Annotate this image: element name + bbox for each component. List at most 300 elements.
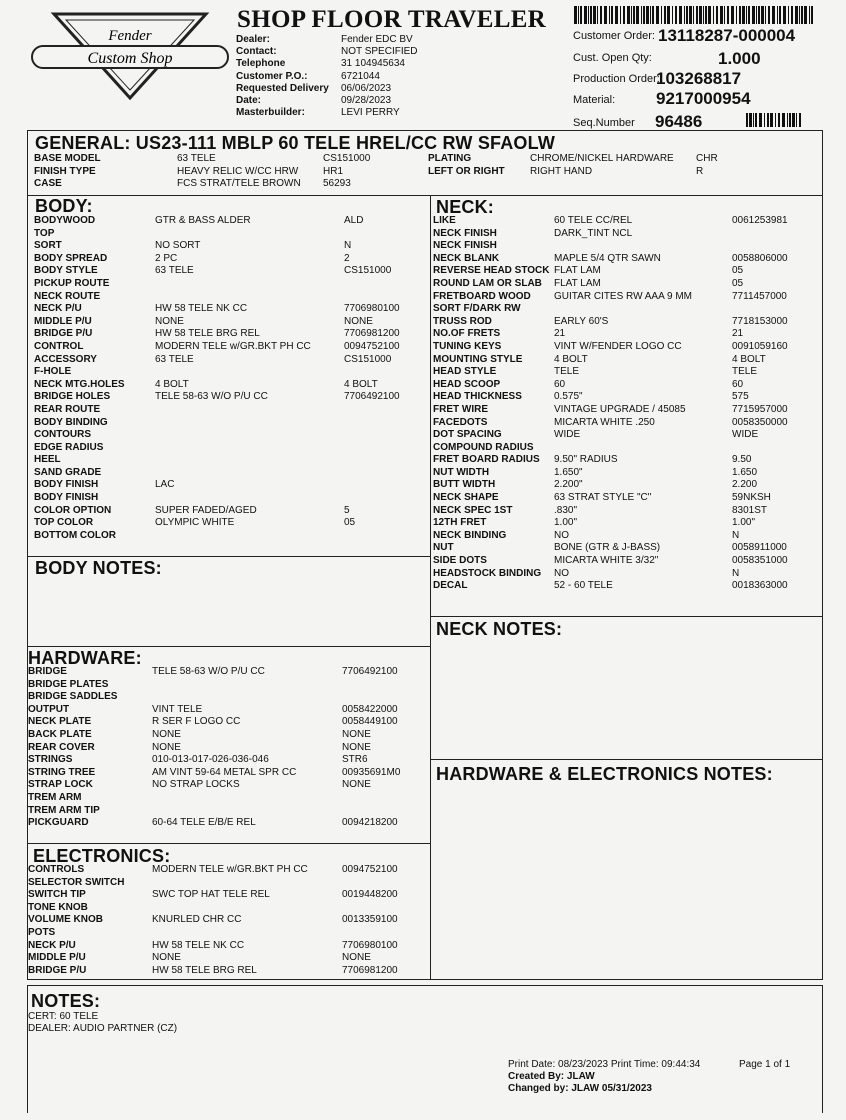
field-label: REVERSE HEAD STOCK bbox=[433, 265, 550, 277]
field-value: CHROME/NICKEL HARDWARE bbox=[530, 153, 674, 164]
notes-title: NOTES: bbox=[31, 991, 101, 1011]
header-values bbox=[341, 34, 418, 119]
field-label: BASE MODEL bbox=[34, 153, 101, 164]
open-qty-label: Cust. Open Qty: bbox=[573, 52, 652, 64]
field-value: 63 STRAT STYLE "C" bbox=[554, 492, 652, 504]
field-row bbox=[34, 240, 429, 253]
seq-value: 96486 bbox=[655, 112, 703, 131]
field-code: 0019448200 bbox=[342, 889, 398, 901]
field-value: FLAT LAM bbox=[554, 277, 601, 289]
field-label: SORT F/DARK RW bbox=[433, 303, 521, 315]
field-value: FCS STRAT/TELE BROWN bbox=[177, 178, 301, 190]
field-label: MIDDLE P/U bbox=[28, 952, 86, 964]
field-label: BRIDGE P/U bbox=[28, 964, 87, 976]
field-code: 7706981200 bbox=[344, 328, 400, 340]
field-code: HR1 bbox=[323, 165, 344, 177]
field-row bbox=[433, 429, 821, 442]
field-row bbox=[433, 253, 821, 266]
field-value: 63 TELE bbox=[155, 353, 194, 365]
field-label: STRAP LOCK bbox=[28, 779, 93, 791]
field-row bbox=[433, 417, 821, 430]
field-value: MODERN TELE w/GR.BKT PH CC bbox=[155, 340, 311, 352]
field-label: TOP COLOR bbox=[34, 517, 94, 529]
field-label: TREM ARM TIP bbox=[28, 804, 100, 816]
field-value: MAPLE 5/4 QTR SAWN bbox=[554, 252, 661, 264]
logo-text-top: Fender bbox=[108, 28, 152, 44]
field-label: TONE KNOB bbox=[28, 901, 88, 913]
field-value: 2.200" bbox=[554, 479, 583, 491]
production-order-value: 103268817 bbox=[656, 69, 742, 88]
field-label: NECK MTG.HOLES bbox=[34, 378, 125, 390]
field-row bbox=[34, 265, 429, 278]
field-label: 12TH FRET bbox=[433, 517, 487, 529]
field-code: 59NKSH bbox=[732, 492, 771, 504]
field-row bbox=[34, 215, 429, 228]
field-label: SWITCH TIP bbox=[28, 889, 86, 901]
field-value: MICARTA WHITE .250 bbox=[554, 416, 655, 428]
field-label: LEFT OR RIGHT bbox=[428, 165, 505, 177]
field-row bbox=[34, 316, 429, 329]
field-row bbox=[28, 914, 428, 927]
field-row bbox=[433, 379, 821, 392]
field-code: 0094752100 bbox=[342, 864, 398, 875]
header-labels bbox=[236, 34, 329, 119]
field-code: NONE bbox=[342, 741, 371, 753]
field-code: NONE bbox=[342, 779, 371, 791]
field-label: DECAL bbox=[433, 580, 468, 592]
field-label: NECK BINDING bbox=[433, 529, 507, 541]
open-qty-value: 1.000 bbox=[718, 49, 761, 68]
general-title: GENERAL: US23-111 MBLP 60 TELE HREL/CC RW SFAOLW bbox=[35, 133, 556, 153]
field-row bbox=[28, 767, 428, 780]
field-value: NONE bbox=[152, 728, 181, 740]
field-label: NUT bbox=[433, 542, 454, 554]
field-label: CONTROLS bbox=[28, 864, 85, 875]
field-label: FINISH TYPE bbox=[34, 165, 96, 177]
field-code: 7706980100 bbox=[344, 303, 400, 315]
field-code: STR6 bbox=[342, 754, 368, 766]
field-label: TREM ARM bbox=[28, 791, 82, 803]
field-row bbox=[428, 166, 818, 179]
field-row bbox=[433, 467, 821, 480]
field-row bbox=[34, 467, 429, 480]
field-code: CS151000 bbox=[323, 153, 371, 164]
field-label: BACK PLATE bbox=[28, 728, 92, 740]
body-title: BODY: bbox=[35, 196, 93, 216]
header-field-value: Fender EDC BV bbox=[341, 34, 413, 45]
field-code: 05 bbox=[344, 517, 356, 529]
field-row bbox=[28, 927, 428, 940]
field-label: NECK SPEC 1ST bbox=[433, 504, 513, 516]
field-code: NONE bbox=[342, 952, 371, 964]
field-row bbox=[34, 417, 429, 430]
field-code: 1.650 bbox=[732, 466, 758, 478]
field-label: BODY FINISH bbox=[34, 479, 99, 491]
field-value: KNURLED CHR CC bbox=[152, 914, 242, 926]
field-code: 0061253981 bbox=[732, 215, 788, 226]
field-code: 1.00" bbox=[732, 517, 756, 529]
field-value: MODERN TELE w/GR.BKT PH CC bbox=[152, 864, 308, 875]
body-rows bbox=[34, 215, 429, 542]
field-row bbox=[34, 404, 429, 417]
page-title: SHOP FLOOR TRAVELER bbox=[237, 6, 547, 33]
field-label: NECK PLATE bbox=[28, 716, 92, 728]
field-label: ROUND LAM OR SLAB bbox=[433, 277, 542, 289]
field-code: 4 BOLT bbox=[732, 353, 766, 365]
field-row bbox=[34, 379, 429, 392]
field-code: N bbox=[732, 567, 740, 579]
field-label: VOLUME KNOB bbox=[28, 914, 103, 926]
field-label: CONTROL bbox=[34, 340, 84, 352]
field-label: SELECTOR SWITCH bbox=[28, 876, 125, 888]
field-value: 2 PC bbox=[155, 252, 178, 264]
field-label: TRUSS ROD bbox=[433, 315, 492, 327]
field-label: NECK ROUTE bbox=[34, 290, 101, 302]
field-row bbox=[34, 429, 429, 442]
footer bbox=[508, 1059, 700, 1095]
electronics-rows bbox=[28, 864, 428, 977]
field-value: NONE bbox=[152, 952, 181, 964]
field-label: HEAD THICKNESS bbox=[433, 391, 522, 403]
field-row bbox=[428, 153, 818, 166]
field-code: 8301ST bbox=[732, 504, 768, 516]
field-row bbox=[433, 530, 821, 543]
electronics-title: ELECTRONICS: bbox=[33, 846, 171, 866]
hardware-title: HARDWARE: bbox=[28, 648, 142, 668]
field-code: CS151000 bbox=[344, 353, 392, 365]
hardware-rows bbox=[28, 666, 428, 830]
field-label: SORT bbox=[34, 240, 62, 252]
field-row bbox=[34, 166, 424, 179]
logo-text-bottom: Custom Shop bbox=[87, 50, 173, 67]
field-row bbox=[433, 354, 821, 367]
field-code: 7715957000 bbox=[732, 403, 788, 415]
field-value: TELE 58-63 W/O P/U CC bbox=[152, 666, 265, 677]
header-field-value: 31 104945634 bbox=[341, 58, 405, 70]
field-value: 1.650" bbox=[554, 466, 583, 478]
field-label: BRIDGE bbox=[28, 666, 67, 677]
field-value: VINT W/FENDER LOGO CC bbox=[554, 340, 682, 352]
field-row bbox=[34, 442, 429, 455]
field-code: 0013359100 bbox=[342, 914, 398, 926]
field-row bbox=[28, 754, 428, 767]
field-code: 0058806000 bbox=[732, 252, 788, 264]
field-value: 010-013-017-026-036-046 bbox=[152, 754, 269, 766]
field-row bbox=[34, 291, 429, 304]
field-label: SIDE DOTS bbox=[433, 555, 487, 567]
field-value: BONE (GTR & J-BASS) bbox=[554, 542, 661, 554]
field-label: HEAD STYLE bbox=[433, 366, 497, 378]
hw-notes-title: HARDWARE & ELECTRONICS NOTES: bbox=[436, 764, 773, 784]
divider-hw-notes bbox=[430, 759, 823, 760]
header-field-value: 09/28/2023 bbox=[341, 95, 392, 107]
field-label: F-HOLE bbox=[34, 366, 72, 378]
field-label: CASE bbox=[34, 178, 62, 190]
field-row bbox=[28, 817, 428, 830]
field-code: 56293 bbox=[323, 178, 351, 190]
field-code: 0058351000 bbox=[732, 555, 788, 567]
field-row bbox=[433, 555, 821, 568]
header-field-label: Customer P.O.: bbox=[236, 70, 308, 82]
field-label: TOP bbox=[34, 227, 55, 239]
notes-body bbox=[28, 1011, 177, 1035]
field-label: BUTT WIDTH bbox=[433, 479, 496, 491]
field-value: LAC bbox=[155, 479, 175, 491]
field-code: N bbox=[344, 240, 352, 252]
field-row bbox=[34, 303, 429, 316]
field-label: BRIDGE HOLES bbox=[34, 391, 111, 403]
field-row bbox=[28, 902, 428, 915]
neck-rows bbox=[433, 215, 821, 593]
field-row bbox=[433, 492, 821, 505]
field-label: PICKGUARD bbox=[28, 817, 89, 829]
field-row bbox=[34, 228, 429, 241]
divider-body-notes bbox=[27, 556, 431, 557]
field-value: HW 58 TELE BRG REL bbox=[155, 328, 260, 340]
field-code: N bbox=[732, 529, 740, 541]
neck-notes-title: NECK NOTES: bbox=[436, 619, 563, 639]
field-row bbox=[433, 328, 821, 341]
field-label: BODY BINDING bbox=[34, 416, 108, 428]
field-value: AM VINT 59-64 METAL SPR CC bbox=[152, 766, 297, 778]
field-value: MICARTA WHITE 3/32" bbox=[554, 555, 659, 567]
field-row bbox=[28, 889, 428, 902]
field-row bbox=[433, 404, 821, 417]
field-code: NONE bbox=[342, 728, 371, 740]
field-label: LIKE bbox=[433, 215, 456, 226]
field-label: COLOR OPTION bbox=[34, 504, 112, 516]
field-code: 7711457000 bbox=[732, 290, 787, 302]
field-code: 0058350000 bbox=[732, 416, 788, 428]
field-label: BOTTOM COLOR bbox=[34, 529, 117, 541]
field-code: 5 bbox=[344, 504, 350, 516]
field-label: HEEL bbox=[34, 454, 61, 466]
field-value: NO bbox=[554, 567, 569, 579]
field-value: NONE bbox=[152, 741, 181, 753]
field-row bbox=[28, 940, 428, 953]
field-row bbox=[433, 228, 821, 241]
field-row bbox=[433, 580, 821, 593]
field-label: FACEDOTS bbox=[433, 416, 488, 428]
field-code: 7706981200 bbox=[342, 964, 398, 976]
field-label: STRING TREE bbox=[28, 766, 96, 778]
customer-order-barcode bbox=[574, 6, 814, 24]
field-row bbox=[34, 454, 429, 467]
field-label: STRINGS bbox=[28, 754, 73, 766]
field-value: RIGHT HAND bbox=[530, 165, 593, 177]
divider-vertical bbox=[430, 195, 431, 980]
field-value: HW 58 TELE NK CC bbox=[152, 939, 245, 951]
seq-label: Seq.Number bbox=[573, 117, 635, 129]
field-value: 63 TELE bbox=[177, 153, 216, 164]
field-label: PLATING bbox=[428, 153, 472, 164]
field-row bbox=[28, 729, 428, 742]
field-row bbox=[34, 517, 429, 530]
field-row bbox=[34, 253, 429, 266]
field-row bbox=[433, 366, 821, 379]
general-left bbox=[34, 153, 424, 191]
field-value: R SER F LOGO CC bbox=[152, 716, 241, 728]
field-code: CHR bbox=[696, 153, 718, 164]
field-code: 05 bbox=[732, 265, 744, 277]
field-row bbox=[34, 354, 429, 367]
field-label: DOT SPACING bbox=[433, 429, 502, 441]
field-label: FRET BOARD RADIUS bbox=[433, 454, 540, 466]
field-label: FRETBOARD WOOD bbox=[433, 290, 531, 302]
field-code: 05 bbox=[732, 277, 744, 289]
field-value: OLYMPIC WHITE bbox=[155, 517, 235, 529]
field-label: NECK BLANK bbox=[433, 252, 500, 264]
field-row bbox=[433, 316, 821, 329]
field-row bbox=[34, 492, 429, 505]
field-value: WIDE bbox=[554, 429, 581, 441]
field-value: 1.00" bbox=[554, 517, 578, 529]
field-label: BODY FINISH bbox=[34, 492, 99, 504]
field-code: 9.50 bbox=[732, 454, 752, 466]
field-code: 0094218200 bbox=[342, 817, 398, 829]
neck-title: NECK: bbox=[436, 197, 494, 217]
field-label: REAR ROUTE bbox=[34, 403, 101, 415]
field-label: NECK SHAPE bbox=[433, 492, 499, 504]
field-value: SUPER FADED/AGED bbox=[155, 504, 257, 516]
field-row bbox=[433, 291, 821, 304]
field-code: WIDE bbox=[732, 429, 759, 441]
field-code: R bbox=[696, 165, 704, 177]
field-label: HEADSTOCK BINDING bbox=[433, 567, 542, 579]
field-row bbox=[34, 153, 424, 166]
field-row bbox=[28, 666, 428, 679]
field-row bbox=[433, 479, 821, 492]
material-value: 9217000954 bbox=[656, 89, 751, 108]
field-row bbox=[433, 265, 821, 278]
seq-barcode bbox=[746, 113, 804, 127]
field-label: NECK P/U bbox=[28, 939, 76, 951]
page-number: Page 1 of 1 bbox=[739, 1059, 791, 1070]
field-code: CS151000 bbox=[344, 265, 392, 277]
field-code: 7706492100 bbox=[344, 391, 400, 403]
field-code: 0094752100 bbox=[344, 340, 400, 352]
field-row bbox=[34, 178, 424, 191]
divider-hardware bbox=[27, 646, 431, 647]
field-row bbox=[34, 530, 429, 543]
field-row bbox=[28, 805, 428, 818]
field-label: POTS bbox=[28, 926, 56, 938]
header-field-value: 6721044 bbox=[341, 70, 380, 82]
field-row bbox=[433, 391, 821, 404]
field-code: 575 bbox=[732, 391, 749, 403]
field-row bbox=[433, 454, 821, 467]
field-row bbox=[433, 505, 821, 518]
field-row bbox=[433, 517, 821, 530]
field-row bbox=[34, 328, 429, 341]
field-code: 4 BOLT bbox=[344, 378, 378, 390]
field-label: HEAD SCOOP bbox=[433, 378, 501, 390]
field-row bbox=[28, 779, 428, 792]
field-value: GTR & BASS ALDER bbox=[155, 215, 251, 226]
field-row bbox=[433, 341, 821, 354]
field-label: NECK P/U bbox=[34, 303, 82, 315]
field-label: BODY STYLE bbox=[34, 265, 98, 277]
field-value: HW 58 TELE NK CC bbox=[155, 303, 248, 315]
field-value: EARLY 60'S bbox=[554, 315, 609, 327]
field-value: FLAT LAM bbox=[554, 265, 601, 277]
field-row bbox=[34, 341, 429, 354]
field-value: NO SORT bbox=[155, 240, 201, 252]
field-value: VINTAGE UPGRADE / 45085 bbox=[554, 403, 686, 415]
field-value: 63 TELE bbox=[155, 265, 194, 277]
notes-frame bbox=[27, 985, 823, 1113]
field-value: DARK_TINT NCL bbox=[554, 227, 633, 239]
field-code: 7706980100 bbox=[342, 939, 398, 951]
field-value: 60 bbox=[554, 378, 566, 390]
field-code: 7718153000 bbox=[732, 315, 788, 327]
divider-neck-notes bbox=[430, 616, 823, 617]
field-value: TELE bbox=[554, 366, 580, 378]
field-row bbox=[28, 965, 428, 978]
field-row bbox=[433, 278, 821, 291]
field-value: HW 58 TELE BRG REL bbox=[152, 964, 257, 976]
header-field-value: 06/06/2023 bbox=[341, 82, 392, 94]
field-code: NONE bbox=[344, 315, 373, 327]
customer-order-label: Customer Order: bbox=[573, 30, 655, 42]
field-code: ALD bbox=[344, 215, 364, 226]
field-row bbox=[28, 742, 428, 755]
field-label: BODYWOOD bbox=[34, 215, 96, 226]
field-label: BODY SPREAD bbox=[34, 252, 108, 264]
field-value: 60-64 TELE E/B/E REL bbox=[152, 817, 256, 829]
field-code: 0058422000 bbox=[342, 703, 398, 715]
field-row bbox=[28, 704, 428, 717]
field-row bbox=[28, 679, 428, 692]
field-label: NECK FINISH bbox=[433, 240, 497, 252]
field-value: TELE 58-63 W/O P/U CC bbox=[155, 391, 268, 403]
field-label: PICKUP ROUTE bbox=[34, 277, 110, 289]
field-row bbox=[433, 240, 821, 253]
field-label: MIDDLE P/U bbox=[34, 315, 92, 327]
header-field-label: Telephone bbox=[236, 58, 286, 70]
field-label: BRIDGE SADDLES bbox=[28, 691, 118, 703]
print-date: Print Date: 08/23/2023 Print Time: 09:44:34 bbox=[508, 1059, 701, 1070]
created-by: Created By: JLAW bbox=[508, 1071, 595, 1082]
field-row bbox=[34, 479, 429, 492]
header-field-label: Masterbuilder: bbox=[236, 107, 305, 119]
field-row bbox=[433, 303, 821, 316]
field-label: TUNING KEYS bbox=[433, 340, 502, 352]
field-code: 60 bbox=[732, 378, 744, 390]
field-row bbox=[28, 792, 428, 805]
field-row bbox=[28, 716, 428, 729]
divider-electronics bbox=[27, 843, 431, 844]
field-label: MOUNTING STYLE bbox=[433, 353, 523, 365]
field-code: 00935691M0 bbox=[342, 766, 401, 778]
field-code: 2 bbox=[344, 252, 350, 264]
fender-custom-shop-logo bbox=[30, 10, 230, 102]
field-value: 60 TELE CC/REL bbox=[554, 215, 633, 226]
field-label: EDGE RADIUS bbox=[34, 441, 104, 453]
field-value: 4 BOLT bbox=[155, 378, 189, 390]
general-right bbox=[428, 153, 818, 178]
field-row bbox=[433, 568, 821, 581]
notes-line: CERT: 60 TELE bbox=[28, 1011, 99, 1022]
field-code: 0091059160 bbox=[732, 340, 788, 352]
field-label: SAND GRADE bbox=[34, 466, 102, 478]
customer-order-value: 13118287-000004 bbox=[658, 26, 796, 45]
field-code: 2.200 bbox=[732, 479, 758, 491]
header-field-value: LEVI PERRY bbox=[341, 107, 400, 119]
header-field-label: Requested Delivery bbox=[236, 82, 329, 94]
field-row bbox=[34, 505, 429, 518]
field-row bbox=[34, 278, 429, 291]
